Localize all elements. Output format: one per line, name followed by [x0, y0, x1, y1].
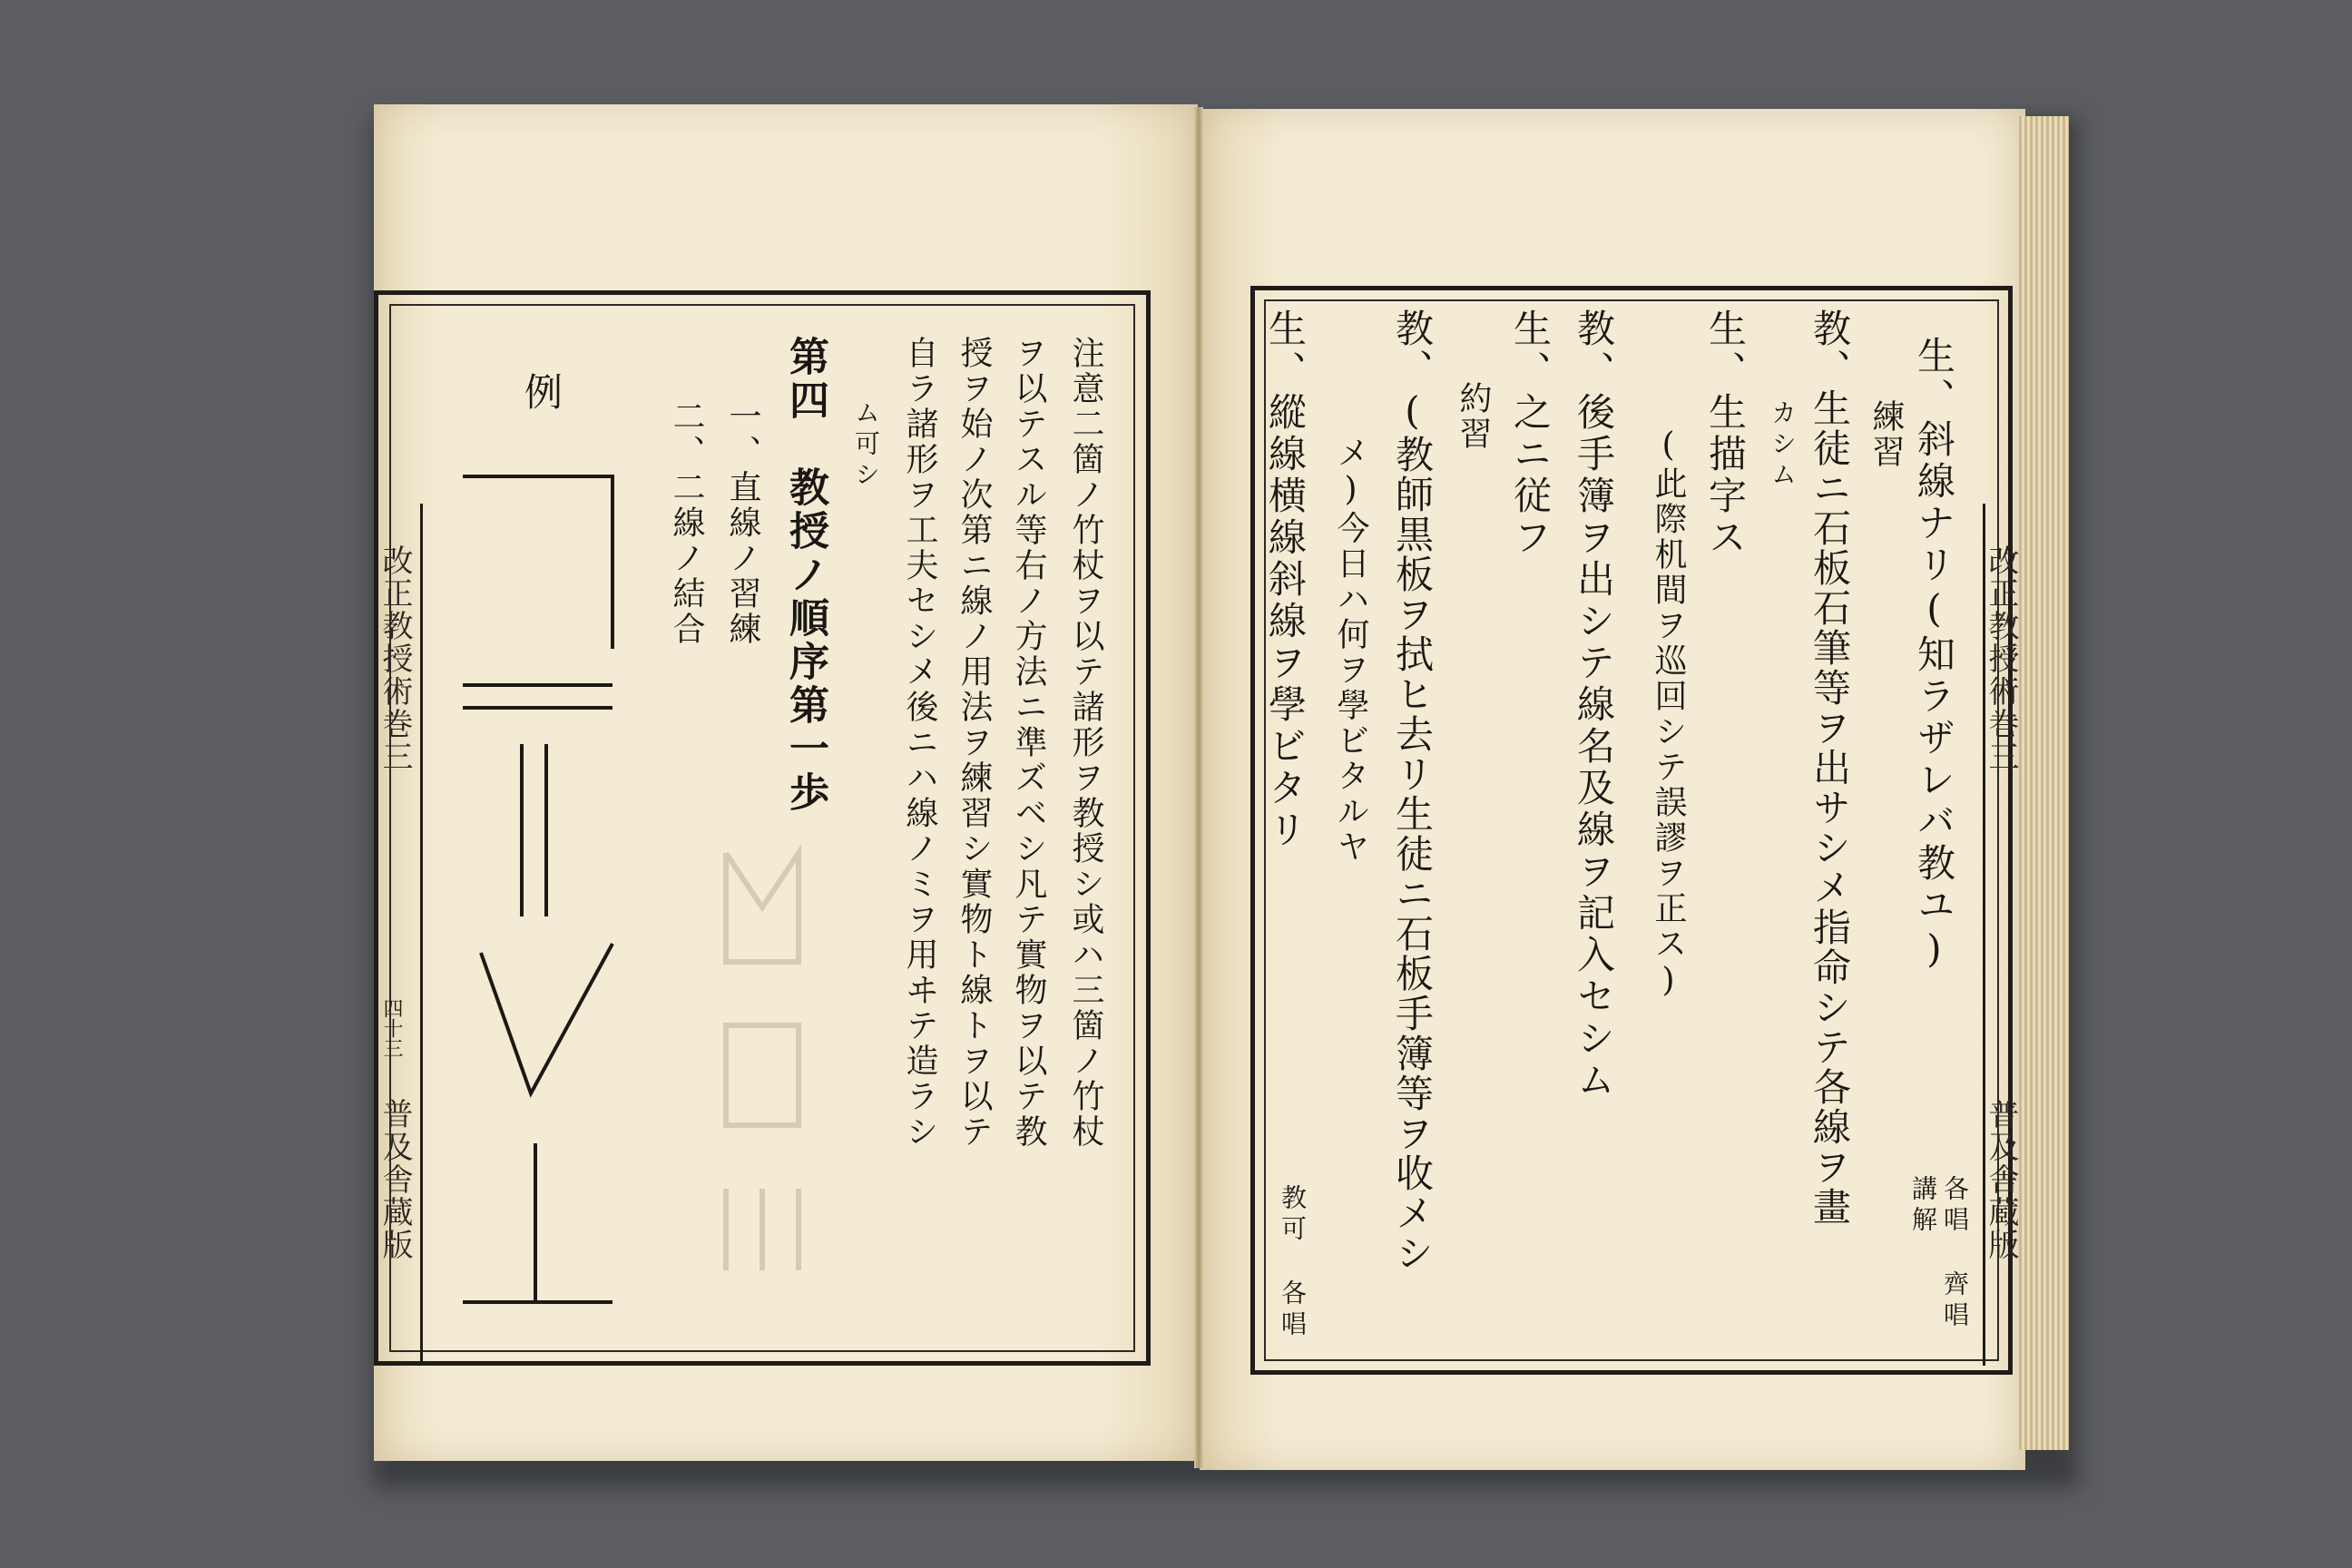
- annotation-note: 各唱: [1940, 1175, 1970, 1237]
- annotation-note: 教可: [1278, 1184, 1308, 1246]
- line-examples-diagram: [445, 454, 644, 1325]
- text-column: ム可シ: [851, 399, 881, 492]
- text-column: 練習: [1867, 399, 1905, 470]
- margin-publisher: 普及舎蔵版: [377, 1098, 413, 1261]
- text-column: 生、之ニ従フ: [1508, 309, 1553, 559]
- text-column: メ)今日ハ何ヲ學ビタルヤ: [1332, 436, 1369, 865]
- margin-page-number: 四十三: [380, 998, 403, 1058]
- book-gutter: [1194, 107, 1203, 1468]
- text-column: 注意二箇ノ竹杖ヲ以テ諸形ヲ教授シ或ハ三箇ノ竹杖: [1067, 336, 1104, 1150]
- annotation-note: 各唱: [1278, 1279, 1308, 1341]
- text-column: 約習: [1455, 381, 1492, 452]
- text-column: 一、直線ノ習練: [724, 399, 761, 647]
- text-column: 自ラ諸形ヲ工夫セシメ後ニハ線ノミヲ用ヰテ造ラシ: [901, 336, 938, 1150]
- example-label: 例: [519, 372, 564, 414]
- text-column: 教、生徒ニ石板石筆等ヲ出サシメ指命シテ各線ヲ畫: [1808, 309, 1852, 1227]
- text-column: ヲ以テスル等右ノ方法ニ準ズベシ凡テ實物ヲ以テ教: [1010, 336, 1047, 1150]
- margin-title: 改正教授術巻三: [377, 544, 413, 773]
- text-column: 生、縱線横線斜線ヲ學ビタリ: [1263, 309, 1308, 851]
- text-column: (此際机間ヲ巡回シテ誤謬ヲ正ス): [1650, 426, 1687, 1002]
- right-margin-publisher: 普及舎蔵版: [1983, 1098, 2019, 1261]
- text-column: 生、斜線ナリ(知ラザレバ教ユ): [1912, 336, 1956, 975]
- text-column: カシム: [1768, 399, 1798, 492]
- annotation-note: 講解: [1908, 1175, 1938, 1237]
- text-column: 二、二線ノ結合: [668, 399, 705, 647]
- text-column: 授ヲ始ノ次第ニ線ノ用法ヲ練習シ實物ト線トヲ以テ: [956, 336, 993, 1150]
- text-column: 生、生描字ス: [1703, 309, 1748, 559]
- page-edges: [2019, 116, 2069, 1450]
- right-margin-title: 改正教授術巻三: [1983, 544, 2019, 773]
- section-heading: 第四 教授ノ順序第一歩: [782, 336, 828, 815]
- text-column: 教、(教師黒板ヲ拭ヒ去リ生徒ニ石板手簿等ヲ收メシ: [1390, 309, 1435, 1273]
- text-column: 教、後手簿ヲ出シテ線名及線ヲ記入セシム: [1572, 309, 1616, 1102]
- annotation-note: 齊唱: [1940, 1270, 1970, 1332]
